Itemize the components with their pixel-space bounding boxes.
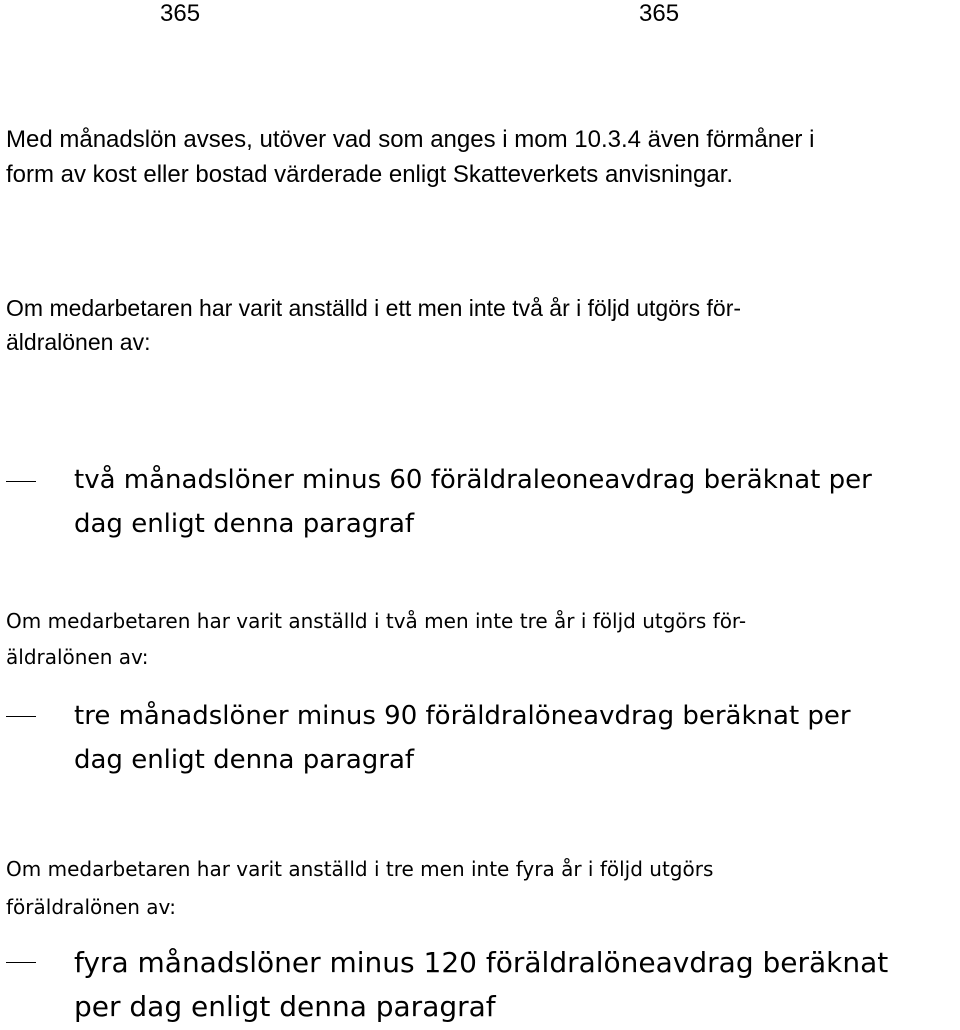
list-dash-icon xyxy=(6,962,36,963)
page-number-right: 365 xyxy=(639,0,680,27)
paragraph-line: Om medarbetaren har varit anställd i två men inte tre år i följd utgörs för- xyxy=(6,609,747,633)
list-item-line: dag enligt denna paragraf xyxy=(74,509,415,539)
paragraph-line: äldralönen av: xyxy=(6,329,151,355)
paragraph-line: Om medarbetaren har varit anställd i ett men inte två år i följd utgörs för- xyxy=(6,295,742,321)
paragraph-line: form av kost eller bostad värderade enligt Skatteverkets anvisningar. xyxy=(6,161,734,188)
list-item-line: tre månadslöner minus 90 föräldralöneavdrag beräknat per xyxy=(74,701,851,731)
paragraph-line: Med månadslön avses, utöver vad som anges i mom 10.3.4 även förmåner i xyxy=(6,126,815,153)
list-item-line: fyra månadslöner minus 120 föräldralöneavdrag beräknat xyxy=(74,946,889,979)
paragraph-line: Om medarbetaren har varit anställd i tre men inte fyra år i följd utgörs xyxy=(6,857,714,881)
list-item-line: per dag enligt denna paragraf xyxy=(74,990,496,1023)
list-item-line: dag enligt denna paragraf xyxy=(74,745,415,775)
list-item-line: två månadslöner minus 60 föräldraleoneavdrag beräknat per xyxy=(74,465,872,495)
paragraph-line: äldralönen av: xyxy=(6,645,149,669)
list-dash-icon xyxy=(6,481,36,482)
paragraph-line: föräldralönen av: xyxy=(6,895,177,919)
page-number-left: 365 xyxy=(160,0,201,27)
list-dash-icon xyxy=(6,716,36,717)
